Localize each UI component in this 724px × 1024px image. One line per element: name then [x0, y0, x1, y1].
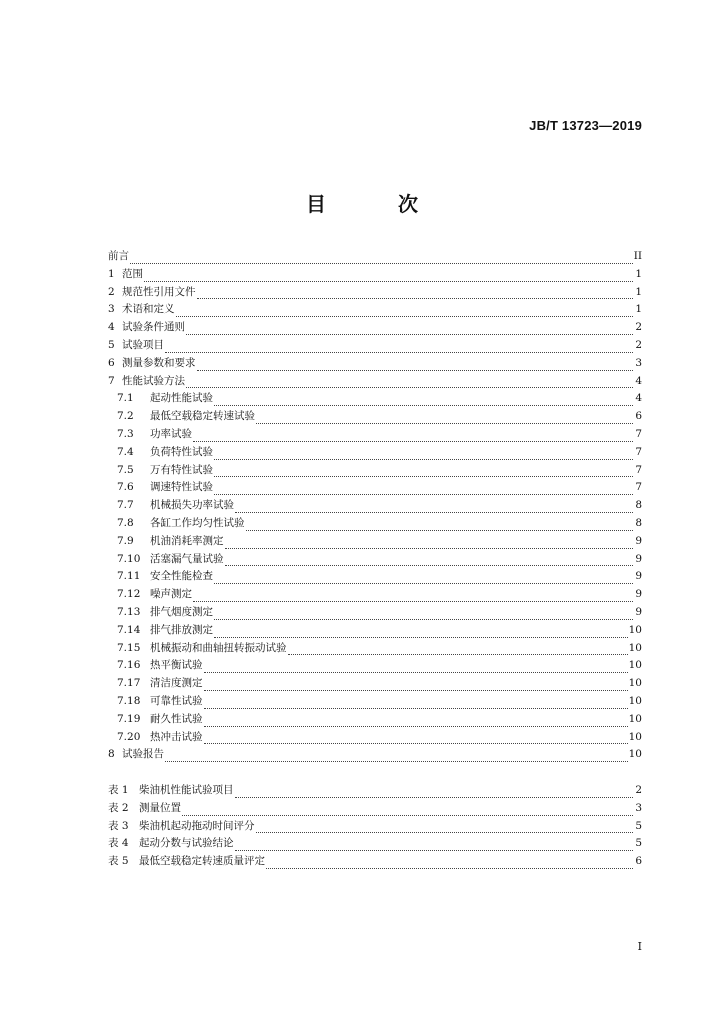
toc-entry[interactable] — [108, 248, 642, 266]
entry-title: 最低空载稳定转速试验 — [150, 410, 255, 423]
toc-entry[interactable] — [108, 622, 642, 640]
entry-page: 9 — [635, 534, 642, 547]
dot-leader — [165, 341, 633, 353]
entry-page: 2 — [635, 784, 642, 796]
entry-title: 试验报告 — [122, 748, 164, 761]
entry-number: 7.20 — [117, 730, 141, 743]
entry-number: 7.15 — [117, 641, 141, 654]
entry-number: 7.13 — [117, 605, 141, 618]
toc-entry[interactable] — [108, 675, 642, 693]
list-of-tables — [108, 782, 642, 871]
dot-leader — [225, 537, 634, 549]
table-of-contents — [108, 248, 642, 764]
entry-number: 2 — [108, 285, 115, 298]
entry-page: 7 — [635, 463, 642, 476]
dot-leader — [186, 376, 633, 388]
entry-title: 功率试验 — [150, 427, 192, 440]
toc-entry[interactable] — [108, 515, 642, 533]
entry-number: 6 — [108, 356, 115, 369]
standard-number: JB/T 13723—2019 — [529, 118, 642, 133]
entry-page: 7 — [635, 445, 642, 458]
table-list-entry[interactable] — [108, 818, 642, 836]
entry-title: 耐久性试验 — [150, 712, 203, 725]
toc-entry[interactable] — [108, 568, 642, 586]
dot-leader — [256, 821, 634, 833]
dot-leader — [204, 661, 628, 673]
table-list-entry[interactable] — [108, 835, 642, 853]
page-number: I — [637, 940, 642, 953]
toc-entry[interactable] — [108, 408, 642, 426]
entry-title: 最低空载稳定转速质量评定 — [139, 855, 265, 868]
entry-title: 起动性能试验 — [150, 392, 213, 405]
entry-title: 热冲击试验 — [150, 730, 203, 743]
entry-title: 排气烟度测定 — [150, 605, 213, 618]
entry-title: 负荷特性试验 — [150, 445, 213, 458]
entry-number: 表 1 — [108, 784, 129, 796]
entry-number: 7.17 — [117, 677, 141, 690]
entry-number: 1 — [108, 267, 115, 280]
dot-leader — [235, 786, 634, 798]
entry-page: 9 — [635, 588, 642, 601]
entry-title: 排气排放测定 — [150, 623, 213, 636]
entry-title: 测量参数和要求 — [122, 356, 196, 369]
entry-page: 5 — [635, 837, 642, 850]
entry-number: 7.12 — [117, 588, 141, 601]
entry-page: 1 — [635, 285, 642, 298]
entry-number: 5 — [108, 338, 115, 351]
entry-page: 10 — [628, 748, 642, 761]
entry-page: 10 — [628, 659, 642, 672]
entry-number: 7.14 — [117, 623, 141, 636]
entry-number: 表 3 — [108, 819, 129, 832]
dot-leader — [214, 448, 633, 460]
entry-number: 3 — [108, 303, 115, 316]
entry-number: 表 4 — [108, 837, 129, 850]
toc-entry[interactable] — [108, 373, 642, 391]
dot-leader — [288, 643, 628, 655]
table-list-entry[interactable] — [108, 800, 642, 818]
toc-entry[interactable] — [108, 266, 642, 284]
dot-leader — [144, 270, 633, 282]
page-title: 目 次 — [306, 192, 444, 216]
entry-page: 9 — [635, 570, 642, 583]
entry-page: 4 — [635, 392, 642, 405]
entry-title: 测量位置 — [139, 801, 181, 814]
toc-entry[interactable] — [108, 640, 642, 658]
entry-title: 机油消耗率测定 — [150, 534, 224, 547]
entry-title: 热平衡试验 — [150, 659, 203, 672]
dot-leader — [246, 519, 634, 531]
toc-entry[interactable] — [108, 711, 642, 729]
entry-number: 7.4 — [117, 445, 134, 458]
dot-leader — [186, 323, 633, 335]
entry-number: 7.10 — [117, 552, 141, 565]
toc-entry[interactable] — [108, 337, 642, 355]
toc-entry[interactable] — [108, 426, 642, 444]
entry-number: 表 2 — [108, 801, 129, 814]
entry-title: 规范性引用文件 — [122, 285, 196, 298]
entry-page: 10 — [628, 641, 642, 654]
dot-leader — [256, 412, 633, 424]
entry-title: 柴油机性能试验项目 — [139, 784, 234, 796]
dot-leader — [130, 252, 633, 264]
entry-title: 机械损失功率试验 — [150, 499, 234, 512]
entry-page: 10 — [628, 730, 642, 743]
entry-number: 4 — [108, 321, 115, 334]
entry-page: II — [633, 250, 642, 262]
dot-leader — [214, 626, 628, 638]
entry-title: 性能试验方法 — [122, 374, 185, 387]
entry-number: 7.19 — [117, 712, 141, 725]
entry-title: 安全性能检查 — [150, 570, 213, 583]
dot-leader — [204, 715, 628, 727]
dot-leader — [266, 857, 633, 869]
dot-leader — [235, 839, 634, 851]
entry-page: 4 — [635, 374, 642, 387]
entry-number: 8 — [108, 748, 115, 761]
entry-page: 5 — [635, 819, 642, 832]
entry-title: 术语和定义 — [122, 303, 175, 316]
entry-title: 机械振动和曲轴扭转振动试验 — [150, 641, 287, 654]
entry-number: 表 5 — [108, 855, 129, 868]
toc-entry[interactable] — [108, 390, 642, 408]
dot-leader — [204, 697, 628, 709]
dot-leader — [235, 501, 633, 513]
dot-leader — [193, 430, 633, 442]
entry-title: 调速特性试验 — [150, 481, 213, 494]
toc-entry[interactable] — [108, 497, 642, 515]
dot-leader — [214, 483, 633, 495]
entry-number: 7.18 — [117, 694, 141, 707]
dot-leader — [204, 679, 628, 691]
entry-page: 8 — [635, 516, 642, 529]
entry-page: 6 — [635, 855, 642, 868]
dot-leader — [214, 572, 633, 584]
toc-entry[interactable] — [108, 301, 642, 319]
entry-page: 1 — [635, 303, 642, 316]
dot-leader — [165, 750, 628, 762]
entry-title: 范围 — [122, 267, 143, 280]
entry-title: 试验条件通则 — [122, 321, 185, 334]
dot-leader — [214, 394, 633, 406]
entry-number: 7.3 — [117, 427, 134, 440]
toc-entry[interactable] — [108, 746, 642, 764]
dot-leader — [182, 804, 633, 816]
entry-number: 7.6 — [117, 481, 134, 494]
table-list-entry[interactable] — [108, 853, 642, 871]
entry-title: 柴油机起动拖动时间评分 — [139, 819, 255, 832]
entry-page: 10 — [628, 694, 642, 707]
dot-leader — [193, 590, 633, 602]
entry-title: 清洁度测定 — [150, 677, 203, 690]
entry-number: 7.16 — [117, 659, 141, 672]
entry-title: 活塞漏气量试验 — [150, 552, 224, 565]
dot-leader — [197, 287, 634, 299]
toc-entry[interactable] — [108, 729, 642, 747]
toc-entry[interactable] — [108, 533, 642, 551]
toc-entry[interactable] — [108, 657, 642, 675]
entry-page: 10 — [628, 623, 642, 636]
entry-number: 7.11 — [117, 570, 141, 583]
entry-title: 噪声测定 — [150, 588, 192, 601]
entry-page: 10 — [628, 677, 642, 690]
dot-leader — [197, 359, 634, 371]
entry-page: 6 — [635, 410, 642, 423]
entry-number: 7 — [108, 374, 115, 387]
dot-leader — [176, 305, 634, 317]
entry-page: 7 — [635, 427, 642, 440]
table-list-entry[interactable] — [108, 782, 642, 800]
entry-title: 可靠性试验 — [150, 694, 203, 707]
entry-page: 2 — [635, 321, 642, 334]
toc-entry[interactable] — [108, 551, 642, 569]
toc-entry[interactable] — [108, 604, 642, 622]
entry-title: 试验项目 — [122, 338, 164, 351]
toc-entry[interactable] — [108, 284, 642, 302]
entry-title: 各缸工作均匀性试验 — [150, 516, 245, 529]
entry-title: 万有特性试验 — [150, 463, 213, 476]
toc-entry[interactable] — [108, 479, 642, 497]
toc-entry[interactable] — [108, 355, 642, 373]
dot-leader — [204, 732, 628, 744]
dot-leader — [214, 465, 633, 477]
dot-leader — [214, 608, 633, 620]
entry-page: 8 — [635, 499, 642, 512]
entry-title: 前言 — [108, 250, 129, 262]
entry-page: 3 — [635, 356, 642, 369]
toc-entry[interactable] — [108, 444, 642, 462]
dot-leader — [225, 554, 634, 566]
entry-page: 1 — [635, 267, 642, 280]
entry-page: 2 — [635, 338, 642, 351]
toc-entry[interactable] — [108, 319, 642, 337]
toc-entry[interactable] — [108, 462, 642, 480]
entry-number: 7.1 — [117, 392, 134, 405]
entry-number: 7.8 — [117, 516, 134, 529]
entry-number: 7.2 — [117, 410, 134, 423]
entry-page: 10 — [628, 712, 642, 725]
entry-number: 7.7 — [117, 499, 134, 512]
toc-entry[interactable] — [108, 586, 642, 604]
entry-page: 7 — [635, 481, 642, 494]
entry-page: 9 — [635, 552, 642, 565]
entry-number: 7.9 — [117, 534, 134, 547]
entry-page: 3 — [635, 801, 642, 814]
toc-entry[interactable] — [108, 693, 642, 711]
entry-page: 9 — [635, 605, 642, 618]
entry-number: 7.5 — [117, 463, 134, 476]
entry-title: 起动分数与试验结论 — [139, 837, 234, 850]
